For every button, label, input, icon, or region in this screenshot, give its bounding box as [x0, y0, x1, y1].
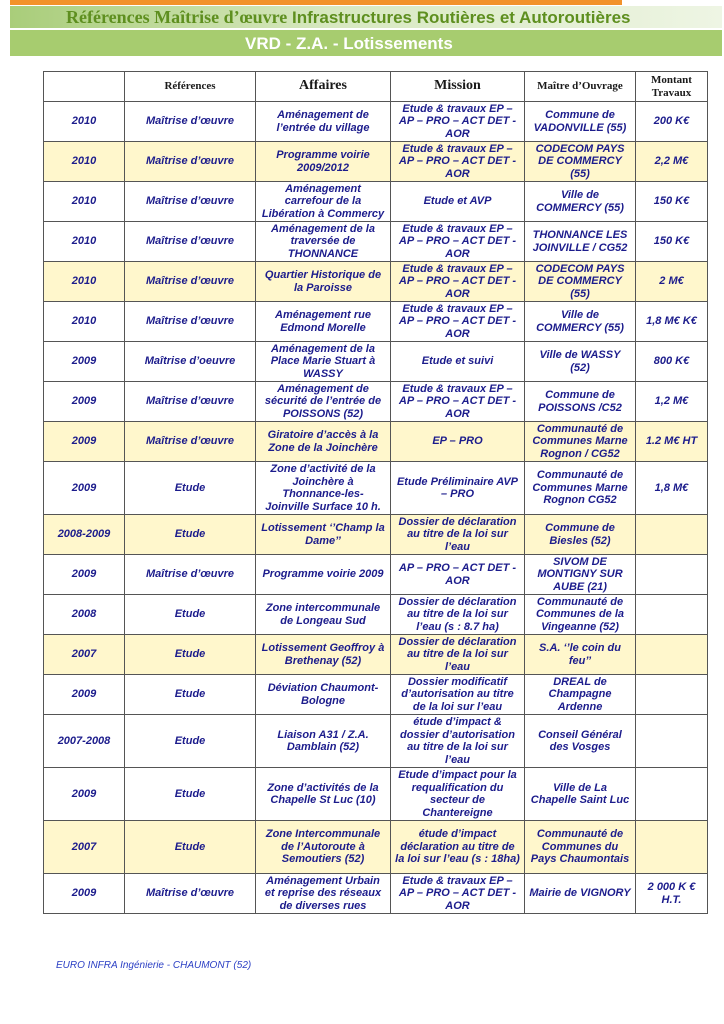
cell-maitre-ouvrage: Mairie de VIGNORY — [525, 874, 636, 914]
cell-maitre-ouvrage: CODECOM PAYS DE COMMERCY (55) — [525, 262, 636, 302]
cell-montant — [636, 768, 708, 821]
cell-year: 2010 — [44, 302, 125, 342]
col-header-references: Références — [125, 72, 256, 102]
cell-maitre-ouvrage: S.A. ‘’le coin du feu’’ — [525, 635, 636, 675]
cell-affaire: Aménagement de sécurité de l’entrée de POISSONS (52) — [256, 382, 391, 422]
col-header-year — [44, 72, 125, 102]
cell-affaire: Lotissement Geoffroy à Brethenay (52) — [256, 635, 391, 675]
cell-reference: Maîtrise d’œuvre — [125, 102, 256, 142]
cell-mission: EP – PRO — [391, 422, 525, 462]
table-row — [44, 102, 708, 142]
cell-year: 2008-2009 — [44, 515, 125, 555]
col-header-affaires: Affaires — [256, 72, 391, 102]
cell-mission: Etude Préliminaire AVP – PRO — [391, 462, 525, 515]
cell-year: 2007 — [44, 635, 125, 675]
cell-year: 2010 — [44, 142, 125, 182]
cell-montant — [636, 595, 708, 635]
cell-reference: Maîtrise d’œuvre — [125, 874, 256, 914]
table-row — [44, 142, 708, 182]
cell-affaire: Aménagement carrefour de la Libération à Commercy — [256, 182, 391, 222]
cell-mission: étude d’impact & dossier d’autorisation au titre de la loi sur l’eau — [391, 715, 525, 768]
cell-montant: 1,2 M€ — [636, 382, 708, 422]
cell-montant — [636, 675, 708, 715]
page-subtitle: VRD - Z.A. - Lotissements — [245, 34, 453, 53]
cell-montant: 800 K€ — [636, 342, 708, 382]
table-row — [44, 182, 708, 222]
cell-affaire: Aménagement de la traversée de THONNANCE — [256, 222, 391, 262]
cell-affaire: Zone intercommunale de Longeau Sud — [256, 595, 391, 635]
table-row — [44, 874, 708, 914]
cell-year: 2007 — [44, 821, 125, 874]
table-row — [44, 462, 708, 515]
top-orange-rule — [10, 0, 622, 5]
cell-year: 2010 — [44, 222, 125, 262]
cell-affaire: Aménagement Urbain et reprise des réseaux de diverses rues — [256, 874, 391, 914]
subtitle-banner — [10, 30, 722, 56]
cell-maitre-ouvrage: Communauté de Communes de la Vingeanne (52) — [525, 595, 636, 635]
cell-reference: Etude — [125, 515, 256, 555]
cell-reference: Maîtrise d’œuvre — [125, 422, 256, 462]
cell-affaire: Aménagement de l’entrée du village — [256, 102, 391, 142]
cell-reference: Maîtrise d’œuvre — [125, 302, 256, 342]
cell-montant: 2,2 M€ — [636, 142, 708, 182]
cell-mission: Etude d’impact pour la requalification du secteur de Chantereigne — [391, 768, 525, 821]
cell-reference: Maîtrise d’oeuvre — [125, 342, 256, 382]
cell-affaire: Zone d’activité de la Joinchère à Thonnance-les- Joinville Surface 10 h. — [256, 462, 391, 515]
table-row — [44, 382, 708, 422]
table-row — [44, 422, 708, 462]
cell-montant: 200 K€ — [636, 102, 708, 142]
cell-montant: 1,8 M€ K€ — [636, 302, 708, 342]
cell-year: 2009 — [44, 874, 125, 914]
cell-affaire: Déviation Chaumont-Bologne — [256, 675, 391, 715]
cell-maitre-ouvrage: Ville de WASSY (52) — [525, 342, 636, 382]
cell-maitre-ouvrage: Commune de Biesles (52) — [525, 515, 636, 555]
cell-year: 2009 — [44, 382, 125, 422]
cell-year: 2009 — [44, 422, 125, 462]
cell-montant: 150 K€ — [636, 182, 708, 222]
cell-montant: 2 M€ — [636, 262, 708, 302]
cell-affaire: Quartier Historique de la Paroisse — [256, 262, 391, 302]
cell-reference: Etude — [125, 768, 256, 821]
cell-montant — [636, 515, 708, 555]
cell-affaire: Liaison A31 / Z.A. Damblain (52) — [256, 715, 391, 768]
cell-mission: Etude et AVP — [391, 182, 525, 222]
cell-maitre-ouvrage: SIVOM DE MONTIGNY SUR AUBE (21) — [525, 555, 636, 595]
table-row — [44, 821, 708, 874]
cell-maitre-ouvrage: Communauté de Communes du Pays Chaumontais — [525, 821, 636, 874]
table-row — [44, 222, 708, 262]
cell-mission: étude d’impact déclaration au titre de la loi sur l’eau (s : 18ha) — [391, 821, 525, 874]
cell-reference: Maîtrise d’œuvre — [125, 382, 256, 422]
table-row — [44, 635, 708, 675]
table-row — [44, 262, 708, 302]
cell-year: 2009 — [44, 342, 125, 382]
cell-montant — [636, 715, 708, 768]
footer-company: EURO INFRA Ingénierie - CHAUMONT (52) — [56, 960, 252, 971]
cell-reference: Etude — [125, 821, 256, 874]
cell-reference: Maîtrise d’œuvre — [125, 142, 256, 182]
cell-affaire: Programme voirie 2009 — [256, 555, 391, 595]
cell-maitre-ouvrage: Ville de COMMERCY (55) — [525, 182, 636, 222]
table-row — [44, 675, 708, 715]
cell-affaire: Giratoire d’accès à la Zone de la Joinchère — [256, 422, 391, 462]
cell-mission: Etude & travaux EP – AP – PRO – ACT DET - AOR — [391, 102, 525, 142]
cell-maitre-ouvrage: Communauté de Communes Marne Rognon CG52 — [525, 462, 636, 515]
cell-montant: 150 K€ — [636, 222, 708, 262]
cell-maitre-ouvrage: THONNANCE LES JOINVILLE / CG52 — [525, 222, 636, 262]
cell-montant: 1.2 M€ HT — [636, 422, 708, 462]
cell-mission: Etude & travaux EP – AP – PRO – ACT DET - AOR — [391, 262, 525, 302]
col-header-montant: Montant Travaux — [636, 72, 708, 102]
cell-mission: Dossier de déclaration au titre de la loi sur l’eau — [391, 635, 525, 675]
cell-reference: Etude — [125, 462, 256, 515]
cell-mission: Dossier modificatif d’autorisation au titre de la loi sur l’eau — [391, 675, 525, 715]
cell-montant: 2 000 K € H.T. — [636, 874, 708, 914]
cell-mission: Etude & travaux EP – AP – PRO – ACT DET - AOR — [391, 142, 525, 182]
cell-maitre-ouvrage: Ville de La Chapelle Saint Luc — [525, 768, 636, 821]
cell-montant: 1,8 M€ — [636, 462, 708, 515]
cell-montant — [636, 555, 708, 595]
table-row — [44, 768, 708, 821]
cell-maitre-ouvrage: Conseil Général des Vosges — [525, 715, 636, 768]
cell-mission: AP – PRO – ACT DET - AOR — [391, 555, 525, 595]
cell-reference: Maîtrise d’œuvre — [125, 222, 256, 262]
cell-year: 2009 — [44, 675, 125, 715]
cell-reference: Etude — [125, 715, 256, 768]
cell-mission: Etude & travaux EP – AP – PRO – ACT DET - AOR — [391, 382, 525, 422]
cell-year: 2009 — [44, 462, 125, 515]
cell-reference: Etude — [125, 595, 256, 635]
cell-mission: Etude & travaux EP – AP – PRO – ACT DET - AOR — [391, 222, 525, 262]
cell-reference: Etude — [125, 635, 256, 675]
cell-mission: Etude & travaux EP – AP – PRO – ACT DET - AOR — [391, 874, 525, 914]
cell-reference: Maîtrise d’œuvre — [125, 555, 256, 595]
cell-reference: Etude — [125, 675, 256, 715]
title-banner — [10, 6, 722, 28]
cell-maitre-ouvrage: DREAL de Champagne Ardenne — [525, 675, 636, 715]
col-header-maitre-ouvrage: Maître d’Ouvrage — [525, 72, 636, 102]
cell-year: 2010 — [44, 102, 125, 142]
cell-montant — [636, 821, 708, 874]
cell-maitre-ouvrage: Ville de COMMERCY (55) — [525, 302, 636, 342]
table-row — [44, 342, 708, 382]
cell-maitre-ouvrage: Commune de POISSONS /C52 — [525, 382, 636, 422]
table-row — [44, 515, 708, 555]
cell-montant — [636, 635, 708, 675]
references-table — [43, 71, 708, 914]
table-row — [44, 595, 708, 635]
cell-mission: Etude & travaux EP – AP – PRO – ACT DET - AOR — [391, 302, 525, 342]
page-title: Références Maîtrise d’œuvre Infrastructures Routières et Autoroutières — [66, 7, 631, 27]
cell-year: 2010 — [44, 182, 125, 222]
cell-year: 2007-2008 — [44, 715, 125, 768]
cell-affaire: Zone d’activités de la Chapelle St Luc (10) — [256, 768, 391, 821]
cell-year: 2009 — [44, 555, 125, 595]
cell-reference: Maîtrise d’œuvre — [125, 182, 256, 222]
table-row — [44, 555, 708, 595]
cell-year: 2009 — [44, 768, 125, 821]
cell-affaire: Aménagement rue Edmond Morelle — [256, 302, 391, 342]
cell-affaire: Programme voirie 2009/2012 — [256, 142, 391, 182]
cell-reference: Maîtrise d’œuvre — [125, 262, 256, 302]
cell-affaire: Lotissement ‘’Champ la Dame’’ — [256, 515, 391, 555]
table-row — [44, 715, 708, 768]
cell-year: 2008 — [44, 595, 125, 635]
table-row — [44, 302, 708, 342]
cell-maitre-ouvrage: Commune de VADONVILLE (55) — [525, 102, 636, 142]
cell-year: 2010 — [44, 262, 125, 302]
cell-mission: Etude et suivi — [391, 342, 525, 382]
table-header-row — [44, 72, 708, 102]
cell-mission: Dossier de déclaration au titre de la loi sur l’eau (s : 8.7 ha) — [391, 595, 525, 635]
cell-maitre-ouvrage: CODECOM PAYS DE COMMERCY (55) — [525, 142, 636, 182]
cell-maitre-ouvrage: Communauté de Communes Marne Rognon / CG52 — [525, 422, 636, 462]
cell-affaire: Zone Intercommunale de l’Autoroute à Semoutiers (52) — [256, 821, 391, 874]
cell-affaire: Aménagement de la Place Marie Stuart à WASSY — [256, 342, 391, 382]
col-header-mission: Mission — [391, 72, 525, 102]
cell-mission: Dossier de déclaration au titre de la loi sur l’eau — [391, 515, 525, 555]
